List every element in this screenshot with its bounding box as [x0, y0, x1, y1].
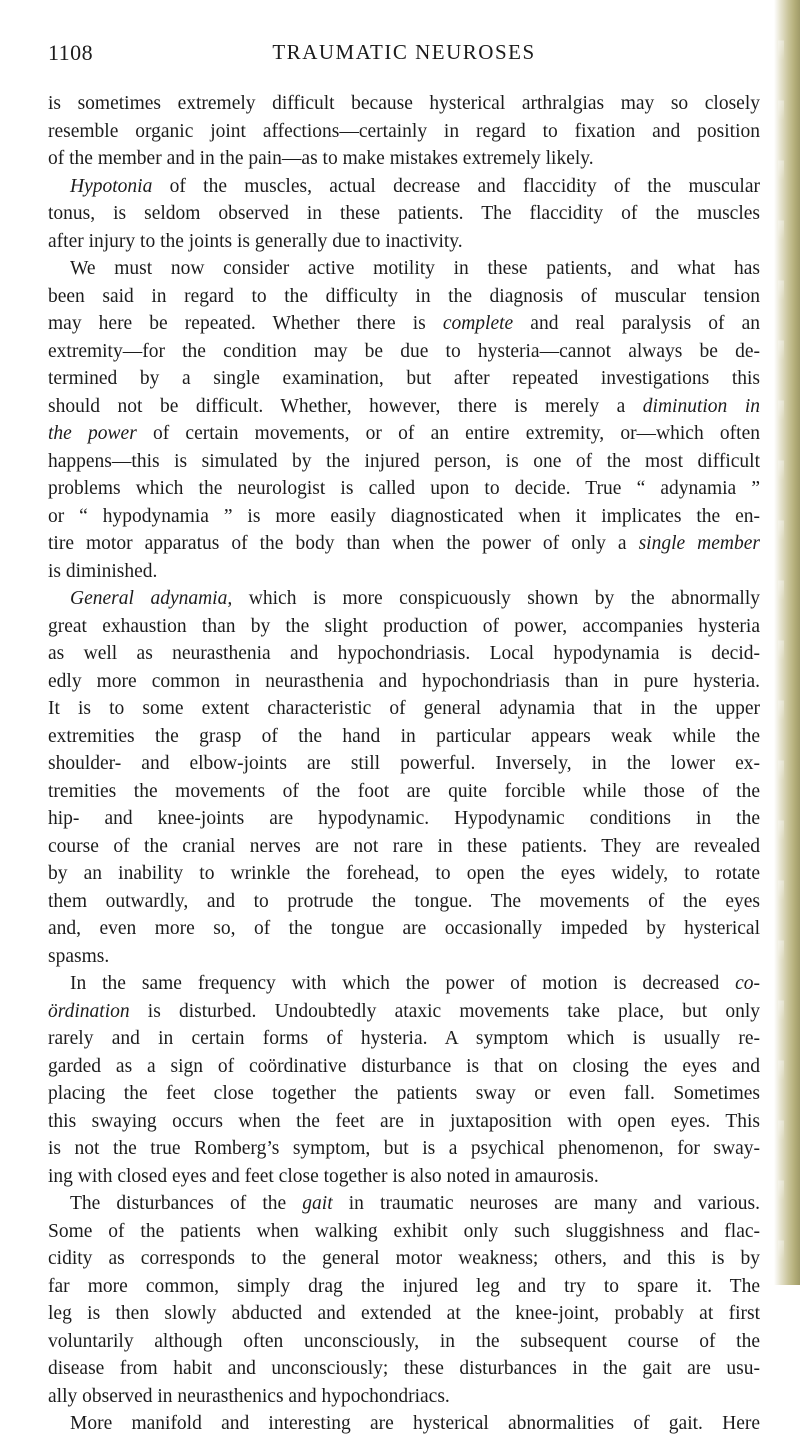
text-segment: of the muscles, actual decrease and flaccidity of the muscular: [152, 175, 760, 197]
italic-segment: single member: [638, 533, 760, 554]
text-line: [48, 943, 760, 971]
text-line: [48, 173, 760, 201]
text-line: [48, 1135, 760, 1163]
italic-segment: gait: [302, 1193, 333, 1214]
text-segment: voluntarily although often unconsciously, in the subsequent course of the: [48, 1330, 760, 1352]
text-segment: after injury to the joints is generally due to inactivity.: [48, 230, 463, 252]
text-segment: ally observed in neurasthenics and hypochondriacs.: [48, 1385, 450, 1407]
text-segment: rarely and in certain forms of hysteria. A symptom which is usually re-: [48, 1028, 760, 1049]
text-segment: is disturbed. Undoubtedly ataxic movements take place, but only: [129, 1000, 760, 1022]
text-line: [48, 1245, 760, 1273]
text-line: [48, 1383, 760, 1411]
running-head: TRAUMATIC NEUROSES: [272, 40, 536, 64]
text-line: [48, 723, 760, 751]
text-segment: and, even more so, of the tongue are occasionally impeded by hysterical: [48, 918, 760, 939]
text-line: [48, 475, 760, 503]
text-line: [48, 778, 760, 806]
text-line: [48, 1273, 760, 1301]
text-segment: course of the cranial nerves are not rare in these patients. They are revealed: [48, 835, 760, 857]
text-segment: cidity as corresponds to the general motor weakness; others, and this is by: [48, 1248, 760, 1269]
text-segment: which is more conspicuously shown by the abnormally: [232, 588, 760, 609]
text-line: [48, 1218, 760, 1246]
italic-segment: ördination: [48, 1000, 130, 1022]
text-segment: of the member and in the pain—as to make mistakes extremely likely.: [48, 148, 594, 169]
text-line: [48, 338, 760, 366]
text-segment: spasms.: [48, 945, 110, 967]
text-line: [48, 805, 760, 833]
text-segment: edly more common in neurasthenia and hypochondriasis than in pure hysteria.: [48, 670, 760, 692]
text-line: [48, 833, 760, 861]
text-line: [48, 255, 760, 283]
text-segment: or “ hypodynamia ” is more easily diagnosticated when it implicates the en-: [48, 505, 760, 527]
text-segment: tire motor apparatus of the body than when the power of only a: [48, 533, 639, 554]
text-line: [48, 640, 760, 668]
text-line: [48, 1328, 760, 1356]
text-segment: hip- and knee-joints are hypodynamic. Hypodynamic conditions in the: [48, 808, 760, 829]
text-segment: by an inability to wrinkle the forehead, to open the eyes widely, to rotate: [48, 863, 760, 884]
text-segment: far more common, simply drag the injured leg and try to spare it. The: [48, 1275, 760, 1297]
italic-segment: complete: [442, 313, 514, 334]
text-segment: extremity—for the condition may be due to hysteria—cannot always be de-: [48, 340, 760, 362]
text-segment: The disturbances of the: [70, 1193, 303, 1214]
text-line: [48, 90, 760, 118]
text-segment: as well as neurasthenia and hypochondriasis. Local hypodynamia is decid-: [48, 643, 760, 664]
page-edge: [774, 0, 800, 1285]
text-segment: happens—this is simulated by the injured person, is one of the most difficult: [48, 450, 760, 472]
text-segment: this swaying occurs when the feet are in juxtaposition with open eyes. This: [48, 1110, 760, 1132]
text-segment: been said in regard to the difficulty in the diagnosis of muscular tension: [48, 285, 760, 307]
text-line: [48, 970, 760, 998]
text-segment: resemble organic joint affections—certainly in regard to fixation and position: [48, 120, 760, 142]
text-segment: may here be repeated. Whether there is: [48, 313, 443, 334]
text-line: [48, 530, 760, 558]
italic-segment: Hypotonia: [70, 175, 153, 197]
text-segment: In the same frequency with which the power of motion is decreased: [70, 973, 736, 994]
text-line: [48, 998, 760, 1026]
italic-segment: diminution in: [642, 395, 760, 417]
text-segment: tonus, is seldom observed in these patients. The flaccidity of the muscles: [48, 203, 760, 224]
text-line: [48, 1300, 760, 1328]
text-line: [48, 448, 760, 476]
text-segment: ing with closed eyes and feet close together is also noted in amaurosis.: [48, 1165, 599, 1187]
text-line: [48, 145, 760, 173]
text-segment: garded as a sign of coördinative disturbance is that on closing the eyes and: [48, 1055, 760, 1077]
text-line: [48, 503, 760, 531]
text-segment: is diminished.: [48, 560, 158, 582]
text-segment: them outwardly, and to protrude the tongue. The movements of the eyes: [48, 890, 760, 912]
text-line: [48, 668, 760, 696]
text-line: [48, 750, 760, 778]
text-segment: great exhaustion than by the slight production of power, accompanies hysteria: [48, 615, 760, 637]
text-line: [48, 915, 760, 943]
text-segment: shoulder- and elbow-joints are still powerful. Inversely, in the lower ex-: [48, 753, 760, 774]
text-line: [48, 695, 760, 723]
text-line: [48, 1190, 760, 1218]
page-header: [48, 40, 760, 70]
text-line: [48, 1163, 760, 1191]
text-line: [48, 1355, 760, 1383]
text-line: [48, 613, 760, 641]
text-line: [48, 1025, 760, 1053]
text-line: [48, 200, 760, 228]
italic-segment: co-: [735, 973, 760, 994]
text-line: [48, 558, 760, 586]
text-segment: extremities the grasp of the hand in particular appears weak while the: [48, 725, 760, 747]
text-line: [48, 585, 760, 613]
text-segment: termined by a single examination, but after repeated investigations this: [48, 368, 760, 389]
text-segment: and real paralysis of an: [513, 313, 760, 334]
text-segment: in traumatic neuroses are many and various.: [332, 1193, 760, 1214]
text-line: [48, 860, 760, 888]
text-line: [48, 1410, 760, 1438]
text-line: [48, 118, 760, 146]
text-line: [48, 1108, 760, 1136]
text-segment: should not be difficult. Whether, however, there is merely a: [48, 395, 643, 417]
text-line: [48, 310, 760, 338]
body-text: [48, 90, 760, 1438]
text-line: [48, 888, 760, 916]
text-segment: of certain movements, or of an entire extremity, or—which often: [136, 423, 760, 444]
italic-segment: the power: [48, 423, 137, 444]
text-line: [48, 1053, 760, 1081]
text-segment: leg is then slowly abducted and extended at the knee-joint, probably at first: [48, 1303, 760, 1324]
text-segment: tremities the movements of the foot are quite forcible while those of the: [48, 780, 760, 802]
text-line: [48, 420, 760, 448]
text-segment: disease from habit and unconsciously; these disturbances in the gait are usu-: [48, 1358, 760, 1379]
text-line: [48, 365, 760, 393]
text-line: [48, 1080, 760, 1108]
text-segment: We must now consider active motility in these patients, and what has: [70, 258, 760, 279]
page-number: 1108: [48, 40, 94, 65]
text-line: [48, 393, 760, 421]
italic-segment: General adynamia,: [70, 588, 233, 609]
text-line: [48, 283, 760, 311]
text-line: [48, 228, 760, 256]
text-segment: More manifold and interesting are hysterical abnormalities of gait. Here: [70, 1413, 760, 1434]
text-segment: It is to some extent characteristic of general adynamia that in the upper: [48, 698, 760, 719]
text-segment: placing the feet close together the patients sway or even fall. Sometimes: [48, 1083, 760, 1104]
text-segment: is sometimes extremely difficult because hysterical arthralgias may so closely: [48, 93, 760, 114]
text-segment: is not the true Romberg’s symptom, but is a psychical phenomenon, for sway-: [48, 1138, 760, 1159]
text-segment: problems which the neurologist is called upon to decide. True “ adynamia ”: [48, 478, 760, 499]
text-segment: Some of the patients when walking exhibit only such sluggishness and flac-: [48, 1220, 760, 1242]
